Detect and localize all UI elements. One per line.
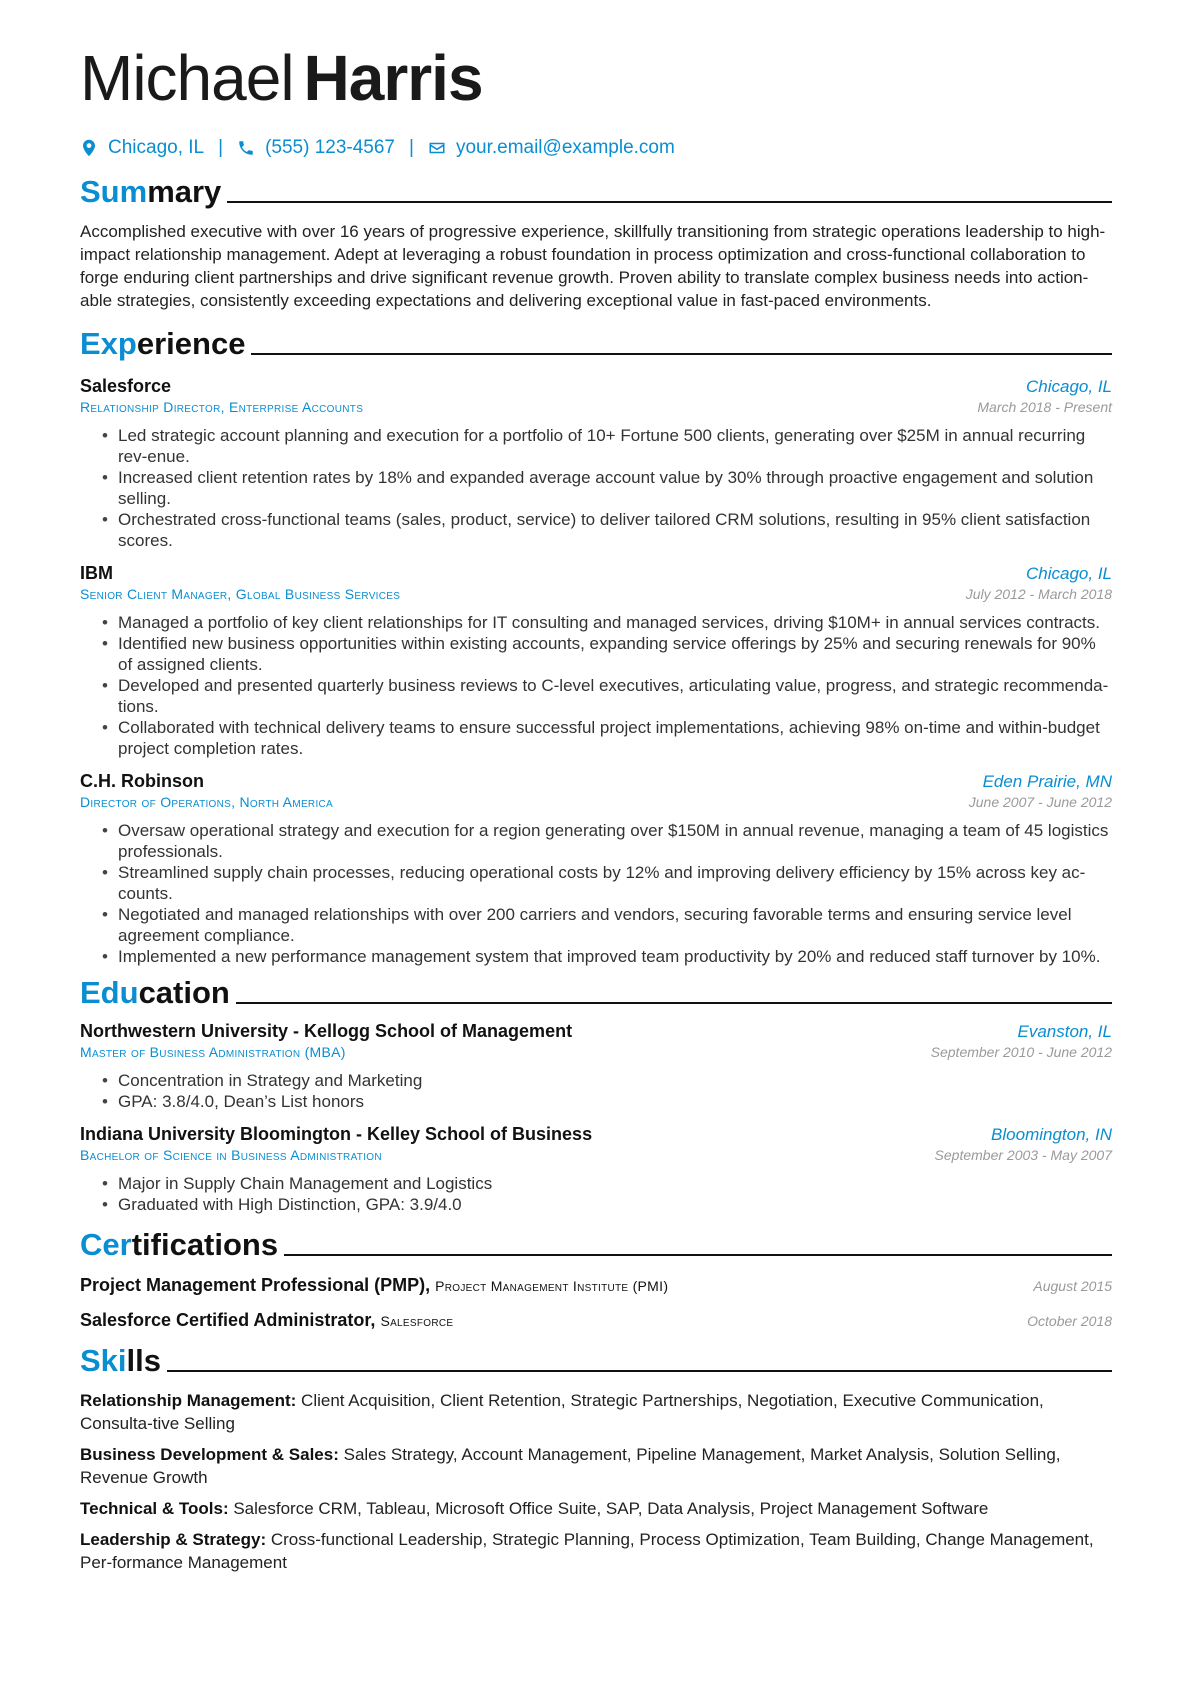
school-name: Indiana University Bloomington - Kelley School of Business <box>80 1124 593 1144</box>
section-rule <box>284 1254 1112 1256</box>
list-item: • Major in Supply Chain Management and Logistics <box>118 1173 1112 1194</box>
heading-accent: Sum <box>80 174 148 209</box>
location-text: Chicago, IL <box>108 137 205 158</box>
section-rule <box>236 1002 1112 1004</box>
cert-date: October 2018 <box>1027 1313 1112 1329</box>
certification-entry: Project Management Professional (PMP), Project Management Institute (PMI) August 2015 <box>80 1275 1112 1295</box>
last-name: Harris <box>303 42 483 114</box>
cert-name: Project Management Professional (PMP) <box>80 1275 426 1295</box>
candidate-name <box>80 40 1112 116</box>
job-bullets <box>80 612 1112 759</box>
experience-heading <box>80 324 1112 364</box>
list-item: • Identified new business opportunities within existing accounts, expanding service offerings by 25% and securing renewals for 90% of assigned clients. <box>118 633 1112 675</box>
school-dates: September 2003 - May 2007 <box>934 1147 1112 1163</box>
education-bullets <box>80 1070 1112 1112</box>
list-item: • GPA: 3.8/4.0, Dean’s List honors <box>118 1091 1112 1112</box>
email-link[interactable]: your.email@example.com <box>455 137 675 158</box>
job-location: Chicago, IL <box>1026 564 1112 583</box>
skills-heading <box>80 1341 1112 1381</box>
map-marker-icon <box>80 139 98 157</box>
job-entry <box>80 376 1112 551</box>
school-location: Evanston, IL <box>1017 1022 1112 1041</box>
job-entry <box>80 771 1112 967</box>
contact-separator: | <box>218 137 224 158</box>
list-item: • Graduated with High Distinction, GPA: 3.9/4.0 <box>118 1194 1112 1215</box>
job-bullets <box>80 425 1112 551</box>
school-location: Bloomington, IN <box>991 1125 1112 1144</box>
skill-category: Business Development & Sales: <box>80 1445 339 1464</box>
heading-accent: Edu <box>80 975 139 1010</box>
education-entry <box>80 1021 1112 1112</box>
job-location: Chicago, IL <box>1026 377 1112 396</box>
list-item: • Streamlined supply chain processes, reducing operational costs by 12% and improving delivery efficiency by 15% across key ac-counts. <box>118 862 1112 904</box>
skill-items: Cross-functional Leadership, Strategic Planning, Process Optimization, Team Building, Change Management, Per-formance Management <box>80 1530 1094 1572</box>
list-item: • Orchestrated cross-functional teams (sales, product, service) to deliver tailored CRM solutions, resulting in 95% client satisfaction scores. <box>118 509 1112 551</box>
phone-text: (555) 123-4567 <box>265 137 395 158</box>
cert-issuer: Project Management Institute (PMI) <box>435 1278 669 1294</box>
heading-rest: lls <box>126 1343 161 1378</box>
list-item: • Implemented a new performance management system that improved team productivity by 20% and reduced staff turnover by 10%. <box>118 946 1112 967</box>
summary-heading <box>80 172 1112 212</box>
contact-email[interactable] <box>428 137 675 159</box>
education-entry <box>80 1124 1112 1215</box>
section-rule <box>251 353 1112 355</box>
company-name: Salesforce <box>80 376 172 396</box>
education-heading <box>80 973 1112 1013</box>
heading-accent: Ski <box>80 1343 127 1378</box>
skill-items: Sales Strategy, Account Management, Pipeline Management, Market Analysis, Solution Selling, Revenue Growth <box>80 1445 1061 1487</box>
job-bullets <box>80 820 1112 967</box>
section-rule <box>167 1370 1112 1372</box>
cert-name: Salesforce Certified Administrator <box>80 1310 371 1330</box>
list-item: • Concentration in Strategy and Marketing <box>118 1070 1112 1091</box>
skill-category: Leadership & Strategy: <box>80 1530 267 1549</box>
heading-rest: tifications <box>131 1227 279 1262</box>
list-item: • Negotiated and managed relationships with over 200 carriers and vendors, securing favorable terms and ensuring service level agreement compliance. <box>118 904 1112 946</box>
company-name: IBM <box>80 563 113 583</box>
list-item: • Managed a portfolio of key client relationships for IT consulting and managed services, driving $10M+ in annual services contracts. <box>118 612 1112 633</box>
school-name: Northwestern University - Kellogg School of Management <box>80 1021 573 1041</box>
skill-category: Relationship Management: <box>80 1391 297 1410</box>
section-rule <box>227 201 1112 203</box>
job-role: Relationship Director, Enterprise Accounts <box>80 399 364 415</box>
list-item: • Increased client retention rates by 18% and expanded average account value by 30% through proactive engagement and solution selling. <box>118 467 1112 509</box>
contact-phone[interactable] <box>237 137 395 159</box>
certification-entry: Salesforce Certified Administrator, Salesforce October 2018 <box>80 1310 1112 1330</box>
certifications-heading <box>80 1225 1112 1265</box>
list-item: • Developed and presented quarterly business reviews to C-level executives, articulating value, progress, and strategic recommenda-tions. <box>118 675 1112 717</box>
education-bullets <box>80 1173 1112 1215</box>
phone-icon <box>237 139 255 157</box>
heading-accent: Cer <box>80 1227 132 1262</box>
list-item: • Led strategic account planning and execution for a portfolio of 10+ Fortune 500 clients, generating over $25M in annual recurring rev-enue. <box>118 425 1112 467</box>
job-dates: July 2012 - March 2018 <box>965 586 1112 602</box>
company-name: C.H. Robinson <box>80 771 204 791</box>
degree: Master of Business Administration (MBA) <box>80 1044 346 1060</box>
skill-row <box>80 1528 1112 1574</box>
job-dates: March 2018 - Present <box>977 399 1112 415</box>
envelope-icon <box>428 139 446 157</box>
job-role: Senior Client Manager, Global Business Services <box>80 586 401 602</box>
cert-date: August 2015 <box>1033 1278 1112 1294</box>
heading-rest: mary <box>147 174 222 209</box>
heading-rest: erience <box>136 326 246 361</box>
heading-accent: Exp <box>80 326 137 361</box>
skill-row <box>80 1389 1112 1435</box>
skill-row <box>80 1443 1112 1489</box>
summary-text: Accomplished executive with over 16 years of progressive experience, skillfully transitioning from strategic operations leadership to high-impact relationship management. Adept at leveraging a robust foundation in process optimization and cross-functional collaboration to forge enduring client partnerships and drive significant revenue growth. Proven ability to translate complex business needs into action-able strategies, consistently exceeding expectations and delivering exceptional value in fast-paced environments. <box>80 222 1106 310</box>
job-dates: June 2007 - June 2012 <box>968 794 1112 810</box>
list-item: • Oversaw operational strategy and execution for a region generating over $150M in annual revenue, managing a team of 45 logistics professionals. <box>118 820 1112 862</box>
cert-issuer: Salesforce <box>380 1313 454 1329</box>
list-item: • Collaborated with technical delivery teams to ensure successful project implementations, achieving 98% on-time and within-budget project completion rates. <box>118 717 1112 759</box>
degree: Bachelor of Science in Business Administration <box>80 1147 382 1163</box>
job-location: Eden Prairie, MN <box>982 772 1112 791</box>
school-dates: September 2010 - June 2012 <box>930 1044 1112 1060</box>
first-name: Michael <box>80 42 294 114</box>
skill-row <box>80 1497 1112 1520</box>
skill-items: Client Acquisition, Client Retention, Strategic Partnerships, Negotiation, Executive Communication, Consulta-tive Selling <box>80 1391 1044 1433</box>
contact-line <box>80 134 1112 162</box>
skill-category: Technical & Tools: <box>80 1499 229 1518</box>
contact-separator: | <box>409 137 414 158</box>
job-entry <box>80 563 1112 759</box>
contact-location <box>80 137 204 159</box>
heading-rest: cation <box>138 975 230 1010</box>
job-role: Director of Operations, North America <box>80 794 334 810</box>
skill-items: Salesforce CRM, Tableau, Microsoft Office Suite, SAP, Data Analysis, Project Management Software <box>233 1499 989 1518</box>
